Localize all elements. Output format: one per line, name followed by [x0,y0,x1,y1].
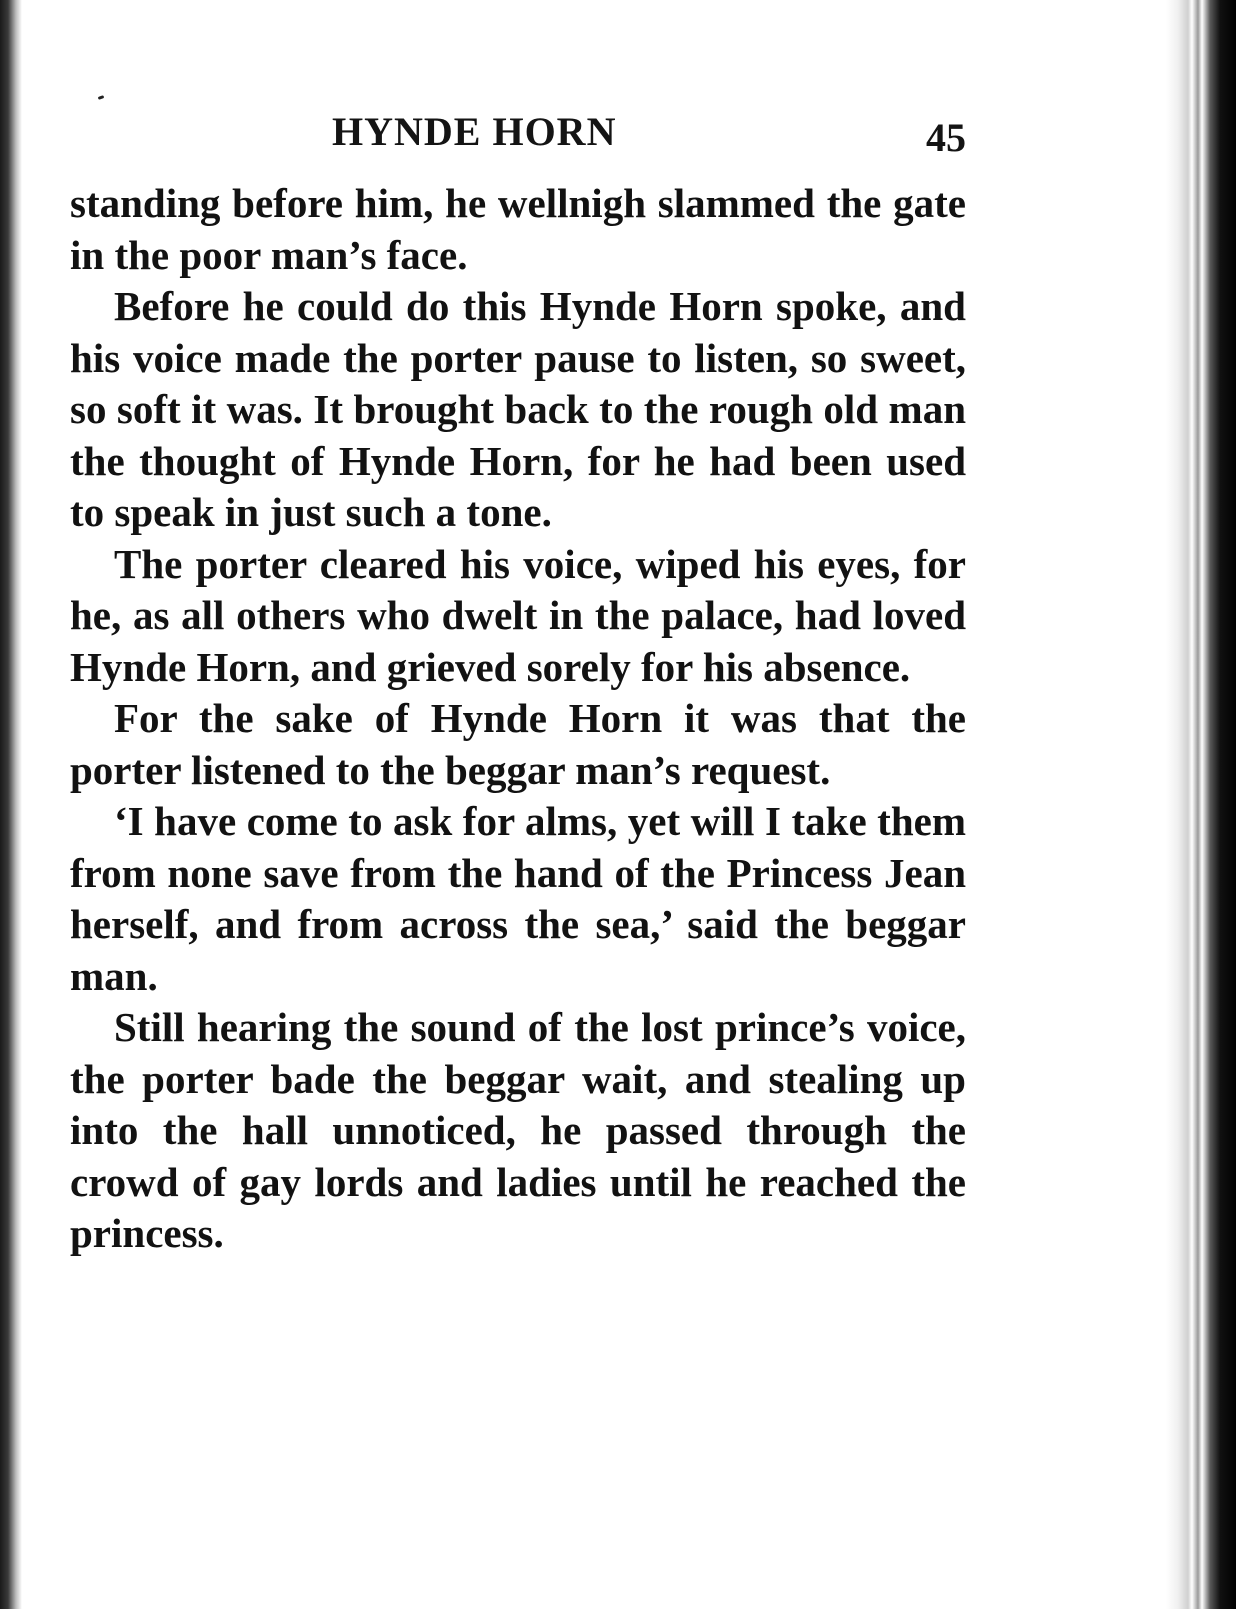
scan-edge-right [1166,0,1236,1609]
paragraph-continuation: standing before him, he wellnigh slammed the gate in the poor man’s face. [70,180,966,278]
scan-speck [98,95,105,100]
paragraph: ‘I have come to ask for alms, yet will I take them from none save from the hand of the Princess Jean herself, and from across the sea,’ said the beggar man. [70,798,966,999]
scan-edge-left [0,0,22,1609]
running-title: HYNDE HORN [332,109,617,154]
paragraph: For the sake of Hynde Horn it was that the porter listened to the beggar man’s request. [70,695,966,793]
body-text [70,178,966,1260]
paragraph: Before he could do this Hynde Horn spoke, and his voice made the porter pause to listen, so sweet, so soft it was. It brought back to the rough old man the thought of Hynde Horn, for he had been used to speak in just such a tone. [70,283,966,535]
paragraph: The porter cleared his voice, wiped his eyes, for he, as all others who dwelt in the palace, had loved Hynde Horn, and grieved sorely for his absence. [70,540,966,690]
paragraph: Still hearing the sound of the lost prince’s voice, the porter bade the beggar wait, and stealing up into the hall unnoticed, he passed through the crowd of gay lords and ladies until he reached the princess. [70,1004,966,1256]
page-number: 45 [926,115,966,160]
running-head [70,108,966,168]
